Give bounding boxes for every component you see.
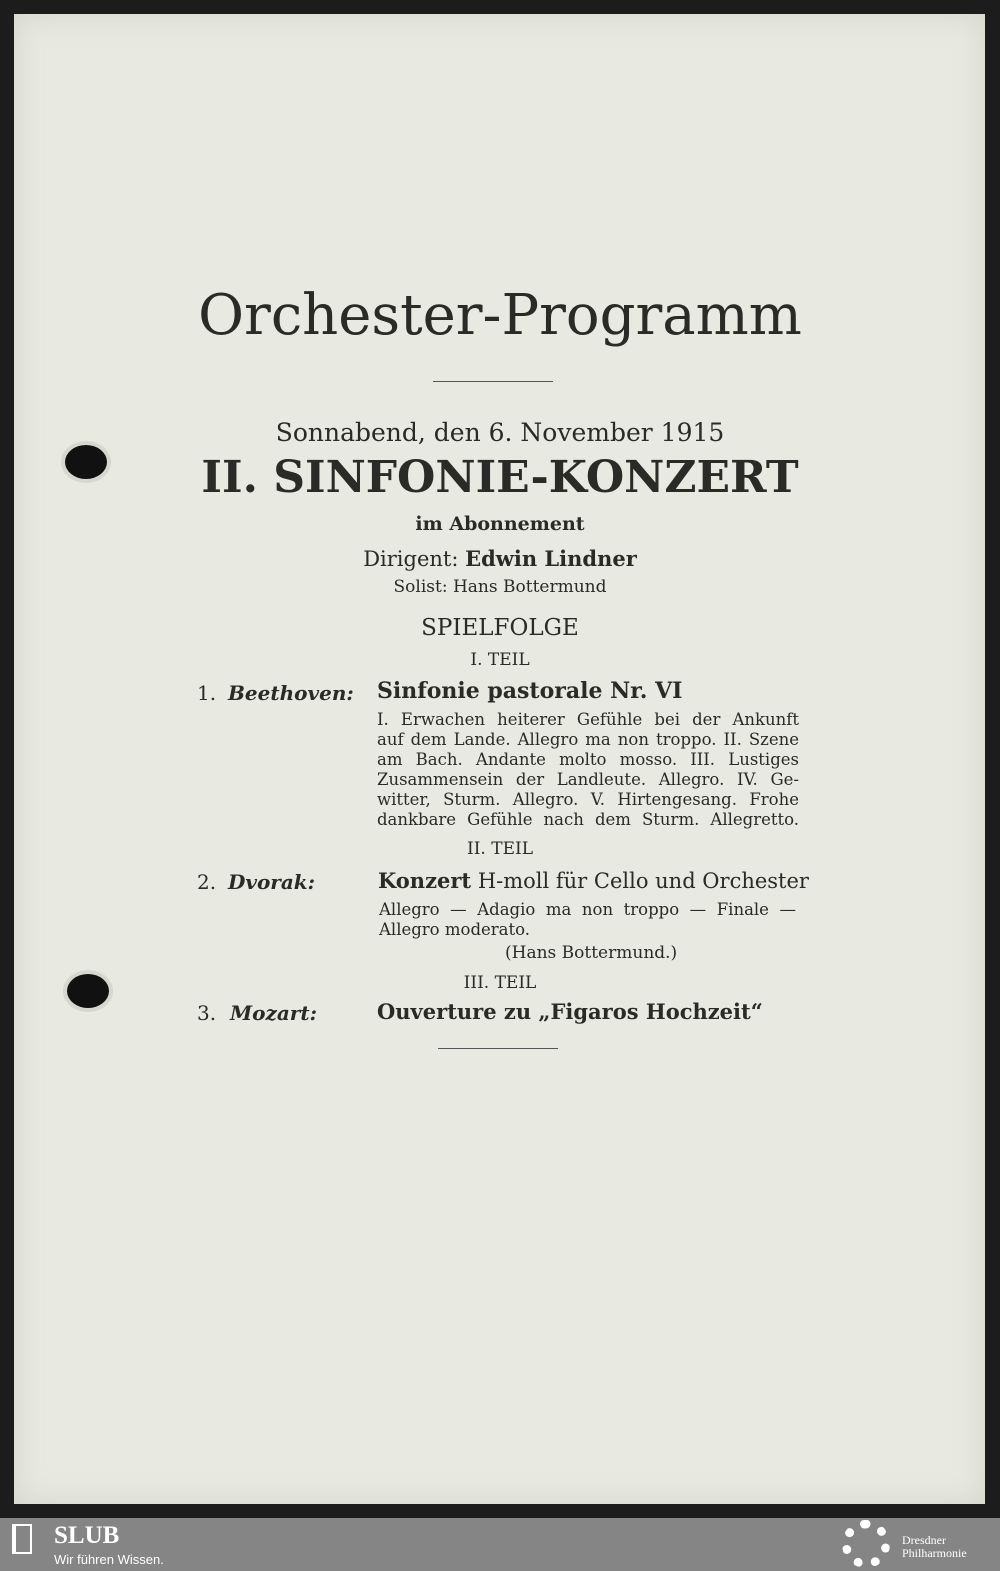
- work-title: Ouverture zu „Figaros Hochzeit“: [377, 999, 763, 1024]
- description-line: am Bach. Andante molto mosso. III. Lustiges: [377, 750, 799, 769]
- work-description: [377, 710, 799, 830]
- program-heading: SPIELFOLGE: [421, 615, 579, 641]
- philharmonie-logo-icon: [842, 1520, 890, 1568]
- composer: Mozart:: [230, 1001, 317, 1025]
- performer: (Hans Bottermund.): [505, 943, 678, 963]
- divider: [438, 1048, 558, 1049]
- work-title-bold: Konzert: [378, 868, 472, 893]
- logo-line: Dresdner: [902, 1533, 946, 1547]
- part-heading: I. TEIL: [470, 650, 530, 670]
- program-item-number: 1.: [197, 681, 217, 705]
- description-line: Zusammensein der Landleute. Allegro. IV. Ge-: [377, 770, 799, 789]
- part-heading: II. TEIL: [467, 839, 533, 859]
- composer: Beethoven:: [228, 681, 354, 705]
- conductor-name: Edwin Lindner: [465, 546, 637, 571]
- conductor-line: [0, 548, 1000, 570]
- description-line: I. Erwachen heiterer Gefühle bei der Ankunft: [377, 710, 799, 729]
- work-description: [379, 900, 796, 940]
- subscription-label: im Abonnement: [415, 513, 585, 535]
- soloist-label: Solist:: [393, 577, 448, 597]
- soloist-line: [0, 579, 1000, 596]
- description-line: witter, Sturm. Allegro. V. Hirtengesang. Frohe: [377, 790, 799, 809]
- philharmonie-logo[interactable]: [902, 1534, 967, 1560]
- program-item-number: 2.: [197, 870, 217, 894]
- concert-date: Sonnabend, den 6. November 1915: [275, 418, 725, 447]
- slub-logo[interactable]: SLUB: [54, 1522, 120, 1549]
- work-title: Sinfonie pastorale Nr. VI: [377, 678, 683, 704]
- document-title: Orchester-Programm: [198, 283, 802, 348]
- book-icon: [12, 1524, 32, 1554]
- logo-line: Philharmonie: [902, 1546, 967, 1560]
- program-item-number: 3.: [197, 1001, 217, 1025]
- composer: Dvorak:: [228, 870, 316, 894]
- conductor-label: Dirigent:: [363, 547, 459, 571]
- concert-title: II. SINFONIE-KONZERT: [201, 452, 799, 503]
- divider: [433, 381, 553, 382]
- description-line: Allegro moderato.: [379, 920, 531, 939]
- part-heading: III. TEIL: [463, 973, 537, 993]
- slub-tagline: Wir führen Wissen.: [54, 1552, 164, 1567]
- footer-bar: [0, 1518, 1000, 1571]
- description-line: auf dem Lande. Allegro ma non troppo. II. Szene: [377, 730, 799, 749]
- work-title: [378, 870, 809, 892]
- work-title-rest: H-moll für Cello und Orchester: [477, 869, 809, 893]
- description-line: dankbare Gefühle nach dem Sturm. Allegretto.: [377, 810, 799, 829]
- description-line: Allegro — Adagio ma non troppo — Finale —: [379, 900, 796, 919]
- soloist-name: Hans Bottermund: [452, 577, 607, 597]
